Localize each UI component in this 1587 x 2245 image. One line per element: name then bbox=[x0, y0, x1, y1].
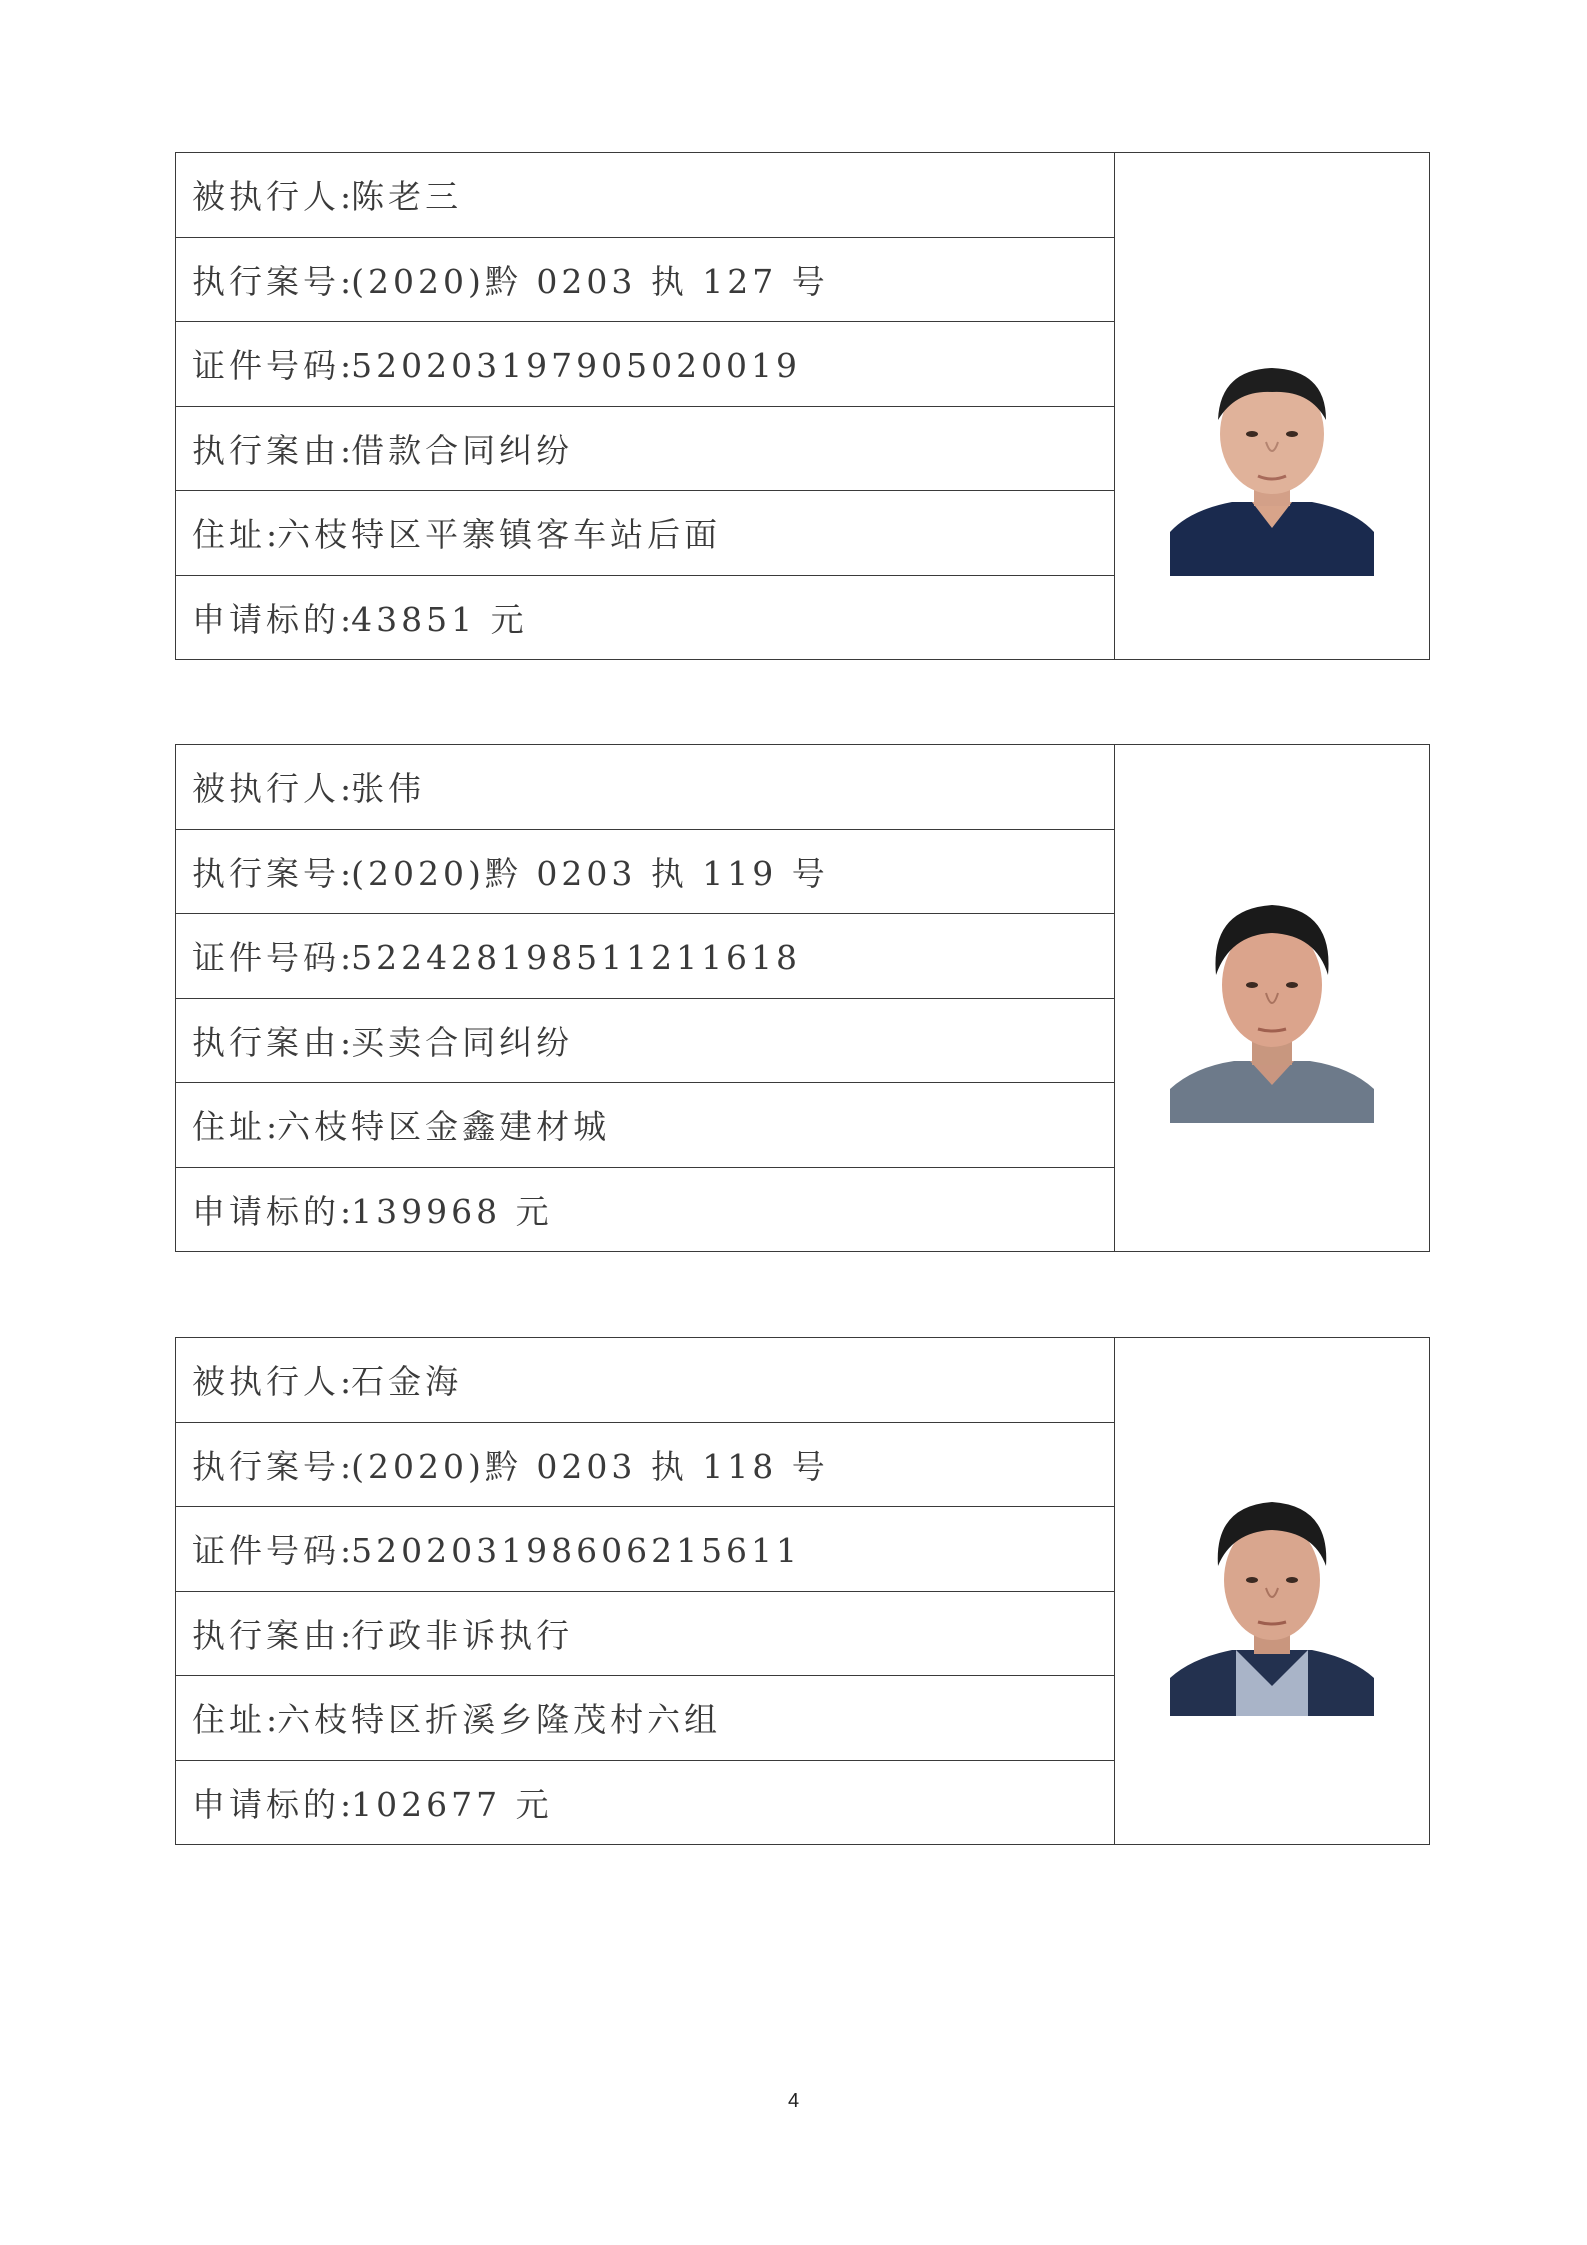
debtor-name: 陈老三 bbox=[351, 177, 463, 217]
debtor-name-field: 被执行人:石金海 bbox=[176, 1338, 1115, 1423]
address: 六枝特区折溪乡隆茂村六组 bbox=[277, 1700, 722, 1740]
amount-field: 申请标的:43851 元 bbox=[176, 575, 1115, 660]
id-number-field: 证件号码:520203197905020019 bbox=[176, 322, 1115, 407]
case-cause-field: 执行案由:行政非诉执行 bbox=[176, 1591, 1115, 1676]
case-cause: 行政非诉执行 bbox=[351, 1615, 574, 1655]
amount: 139968 元 bbox=[351, 1191, 553, 1231]
debtor-photo bbox=[1170, 889, 1374, 1123]
case-cause: 买卖合同纠纷 bbox=[351, 1022, 574, 1062]
case-cause: 借款合同纠纷 bbox=[351, 430, 574, 470]
id-number-field: 证件号码:522428198511211618 bbox=[176, 914, 1115, 999]
id-number: 520203198606215611 bbox=[351, 1531, 802, 1571]
address-field: 住址:六枝特区折溪乡隆茂村六组 bbox=[176, 1676, 1115, 1761]
debtor-name-field: 被执行人:陈老三 bbox=[176, 153, 1115, 238]
amount-field: 申请标的:102677 元 bbox=[176, 1760, 1115, 1845]
id-number: 522428198511211618 bbox=[351, 938, 802, 978]
case-number-field: 执行案号:(2020)黔 0203 执 118 号 bbox=[176, 1422, 1115, 1507]
id-number-field: 证件号码:520203198606215611 bbox=[176, 1507, 1115, 1592]
debtor-name: 石金海 bbox=[351, 1362, 463, 1402]
address: 六枝特区金鑫建材城 bbox=[277, 1107, 611, 1147]
debtor-photo-cell bbox=[1115, 153, 1430, 660]
case-cause-field: 执行案由:借款合同纠纷 bbox=[176, 406, 1115, 491]
debtor-photo-cell bbox=[1115, 745, 1430, 1252]
id-number: 520203197905020019 bbox=[351, 346, 802, 386]
case-number: (2020)黔 0203 执 119 号 bbox=[351, 853, 829, 893]
debtor-photo bbox=[1170, 1482, 1374, 1716]
debtor-name: 张伟 bbox=[351, 769, 426, 809]
page-number: 4 bbox=[787, 2090, 800, 2112]
debtor-name-field: 被执行人:张伟 bbox=[176, 745, 1115, 830]
case-number: (2020)黔 0203 执 118 号 bbox=[351, 1446, 829, 1486]
address: 六枝特区平寨镇客车站后面 bbox=[277, 515, 722, 555]
amount: 43851 元 bbox=[351, 599, 528, 639]
address-field: 住址:六枝特区平寨镇客车站后面 bbox=[176, 491, 1115, 576]
debtor-record-3 bbox=[175, 1337, 1430, 1845]
address-field: 住址:六枝特区金鑫建材城 bbox=[176, 1083, 1115, 1168]
debtor-photo-cell bbox=[1115, 1338, 1430, 1845]
case-number-field: 执行案号:(2020)黔 0203 执 119 号 bbox=[176, 829, 1115, 914]
amount-field: 申请标的:139968 元 bbox=[176, 1167, 1115, 1252]
case-cause-field: 执行案由:买卖合同纠纷 bbox=[176, 998, 1115, 1083]
case-number: (2020)黔 0203 执 127 号 bbox=[351, 261, 829, 301]
case-number-field: 执行案号:(2020)黔 0203 执 127 号 bbox=[176, 237, 1115, 322]
amount: 102677 元 bbox=[351, 1784, 553, 1824]
debtor-photo bbox=[1170, 342, 1374, 576]
debtor-record-2 bbox=[175, 744, 1430, 1252]
debtor-record-1 bbox=[175, 152, 1430, 660]
